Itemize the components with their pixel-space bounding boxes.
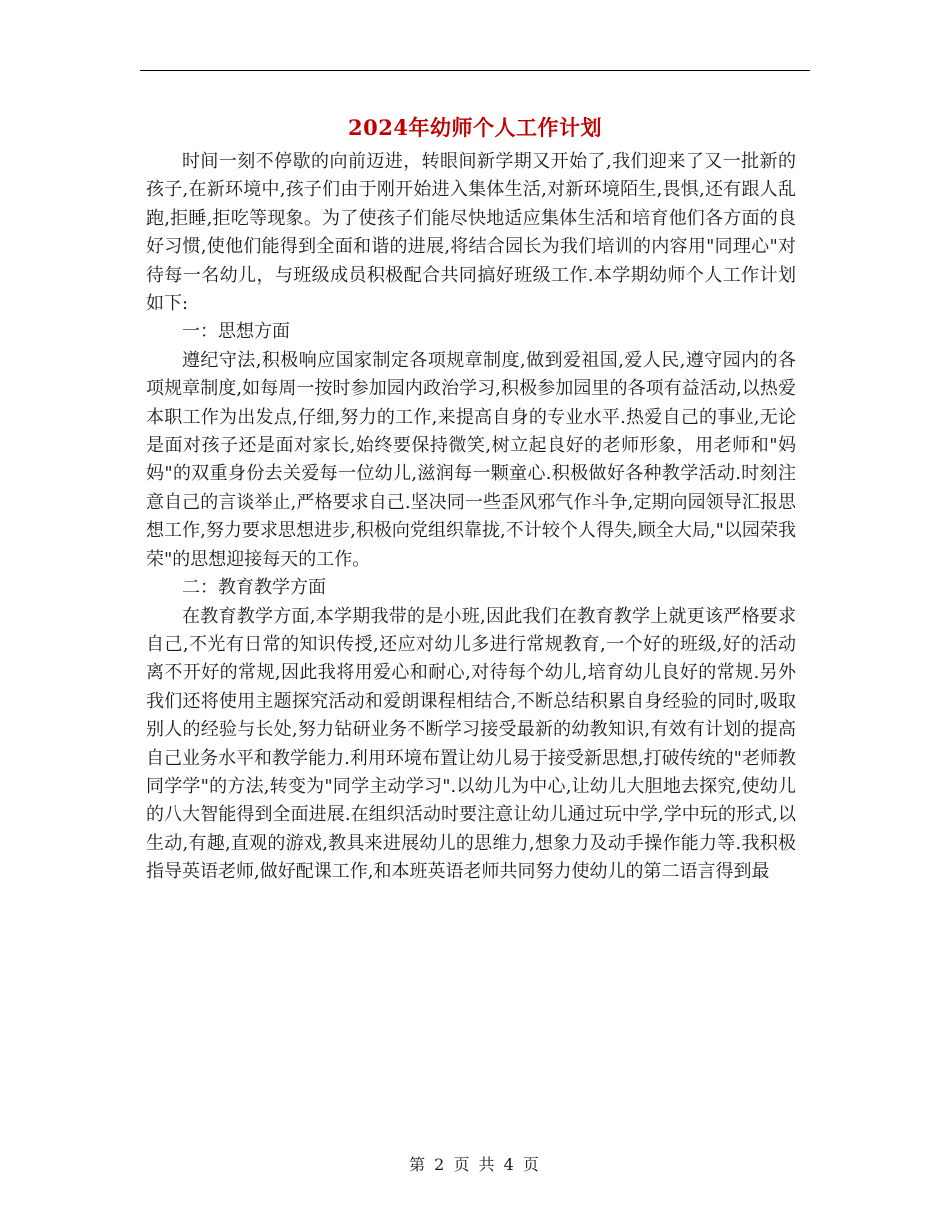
- section-heading-thought: 一：思想方面: [182, 321, 290, 343]
- thought-paragraph: 遵纪守法,积极响应国家制定各项规章制度,做到爱祖国,爱人民,遵守园内的各项规章制度,如每周一按时参加园内政治学习,积极参加园里的各项有益活动,以热爱本职工作为出发点,仔细,努力的工作,来提高自身的专业水平.热爱自己的事业,无论是面对孩子还是面对家长,始终要保持微笑,树立起良好的老师形象，用老师和"妈妈"的双重身份去关爱每一位幼儿,滋润每一颗童心.积极做好各种教学活动.时刻注意自己的言谈举止,严格要求自己.坚决同一些歪风邪气作斗争,定期向园领导汇报思想工作,努力要求思想进步,积极向党组织靠拢,不计较个人得失,顾全大局,"以园荣我荣"的思想迎接每天的工作。: [146, 349, 796, 570]
- section-heading-teaching: 二：教育教学方面: [182, 577, 326, 599]
- document-body: [146, 148, 796, 887]
- page-footer: 第 2 页 共 4 页: [409, 1155, 541, 1174]
- document-title: 2024年幼师个人工作计划: [348, 115, 602, 140]
- teaching-paragraph: 在教育教学方面,本学期我带的是小班,因此我们在教育教学上就更该严格要求自己,不光有日常的知识传授,还应对幼儿多进行常规教育,一个好的班级,好的活动离不开好的常规,因此我将用爱心和耐心,对待每个幼儿,培育幼儿良好的常规.另外我们还将使用主题探究活动和爱朗课程相结合,不断总结积累自身经验的同时,吸取别人的经验与长处,努力钻研业务不断学习接受最新的幼教知识,有效有计划的提高自己业务水平和教学能力.利用环境布置让幼儿易于接受新思想,打破传统的"老师教同学学"的方法,转变为"同学主动学习".以幼儿为中心,让幼儿大胆地去探究,使幼儿的八大智能得到全面进展.在组织活动时要注意让幼儿通过玩中学,学中玩的形式,以生动,有趣,直观的游戏,教具来进展幼儿的思维力,想象力及动手操作能力等.我积极指导英语老师,做好配课工作,和本班英语老师共同努力使幼儿的第二语言得到最: [146, 605, 796, 883]
- header-rule: [140, 70, 810, 71]
- intro-paragraph: 时间一刻不停歇的向前迈进，转眼间新学期又开始了,我们迎来了又一批新的孩子,在新环境中,孩子们由于刚开始进入集体生活,对新环境陌生,畏惧,还有跟人乱跑,拒睡,拒吃等现象。为了使孩子们能尽快地适应集体生活和培育他们各方面的良好习惯,使他们能得到全面和谐的进展,将结合园长为我们培训的内容用"同理心"对待每一名幼儿，与班级成员积极配合共同搞好班级工作.本学期幼师个人工作计划如下:: [146, 151, 796, 315]
